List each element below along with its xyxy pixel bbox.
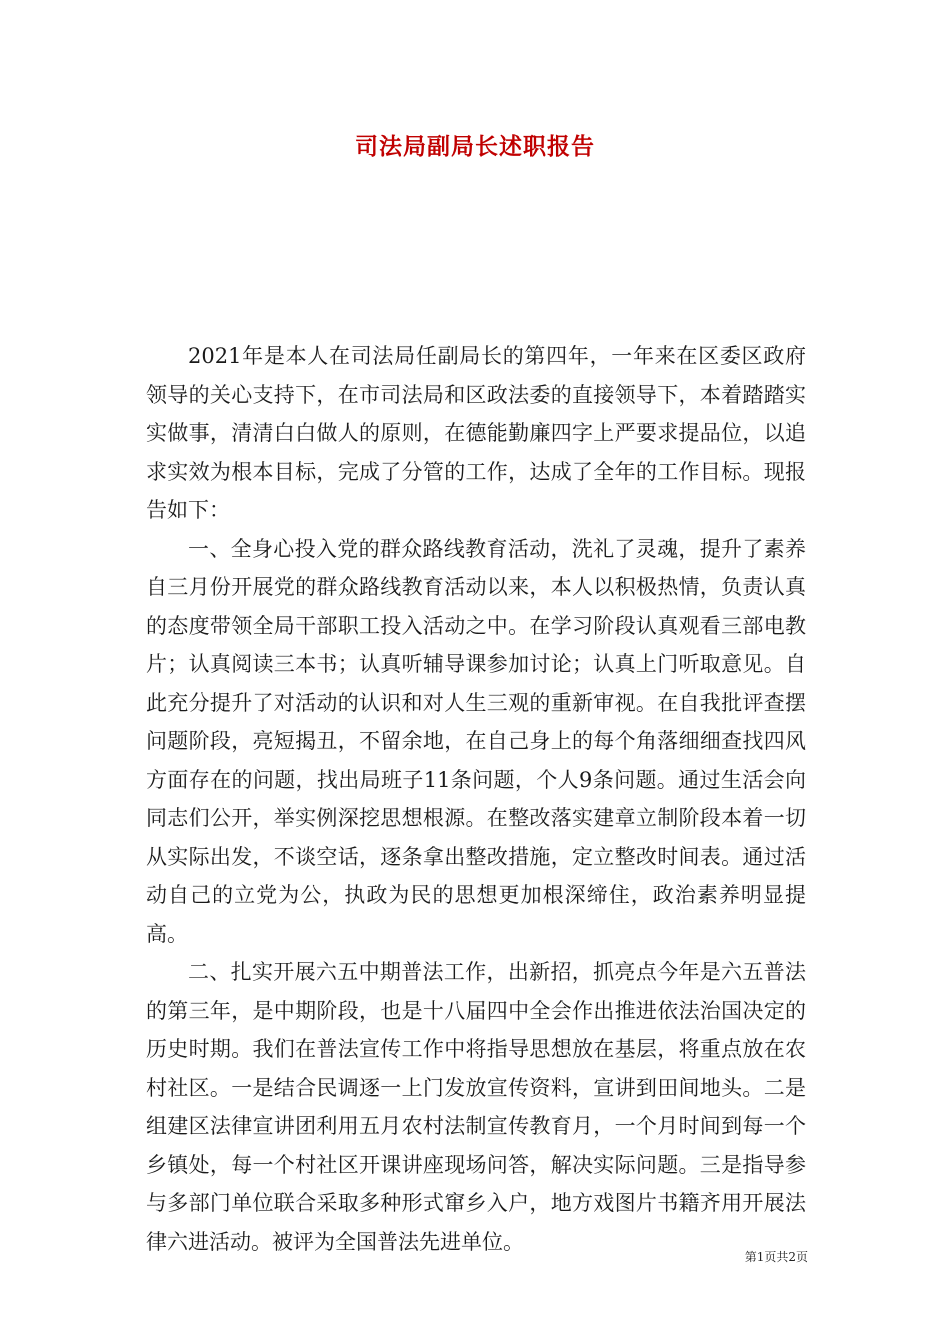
paragraph-section-two: 二、扎实开展六五中期普法工作，出新招，抓亮点今年是六五普法的第三年，是中期阶段，也是十八届四中全会作出推进依法治国决定的历史时期。我们在普法宣传工作中将指导思想放在基层，将重点放在农村社区。一是结合民调逐一上门发放宣传资料，宣讲到田间地头。二是组建区法律宣讲团利用五月农村法制宣传教育月，一个月时间到每一个乡镇处，每一个村社区开课讲座现场问答，解决实际问题。三是指导参与多部门单位联合采取多种形式窜乡入户，地方戏图片书籍齐用开展法律六进活动。被评为全国普法先进单位。 bbox=[146, 960, 806, 1254]
paragraph-section-one: 一、全身心投入党的群众路线教育活动，洗礼了灵魂，提升了素养自三月份开展党的群众路线教育活动以来，本人以积极热情，负责认真的态度带领全局干部职工投入活动之中。在学习阶段认真观看三部电教片；认真阅读三本书；认真听辅导课参加讨论；认真上门听取意见。自此充分提升了对活动的认识和对人生三观的重新审视。在自我批评查摆问题阶段，亮短揭丑，不留余地，在自己身上的每个角落细细查找四风方面存在的问题，找出局班子11条问题，个人9条问题。通过生活会向同志们公开，举实例深挖思想根源。在整改落实建章立制阶段本着一切从实际出发，不谈空话，逐条拿出整改措施，定立整改时间表。通过活动自己的立党为公，执政为民的思想更加根深缔住，政治素养明显提高。 bbox=[146, 536, 806, 946]
paragraph-intro: 2021年是本人在司法局任副局长的第四年，一年来在区委区政府领导的关心支持下，在市司法局和区政法委的直接领导下，本着踏踏实实做事，清清白白做人的原则，在德能勤廉四字上严要求提品位，以追求实效为根本目标，完成了分管的工作，达成了全年的工作目标。现报告如下： bbox=[146, 344, 806, 522]
page-number: 第1页共2页 bbox=[744, 1250, 808, 1264]
page-title: 司法局副局长述职报告 bbox=[355, 133, 595, 160]
document-body bbox=[146, 337, 806, 1261]
